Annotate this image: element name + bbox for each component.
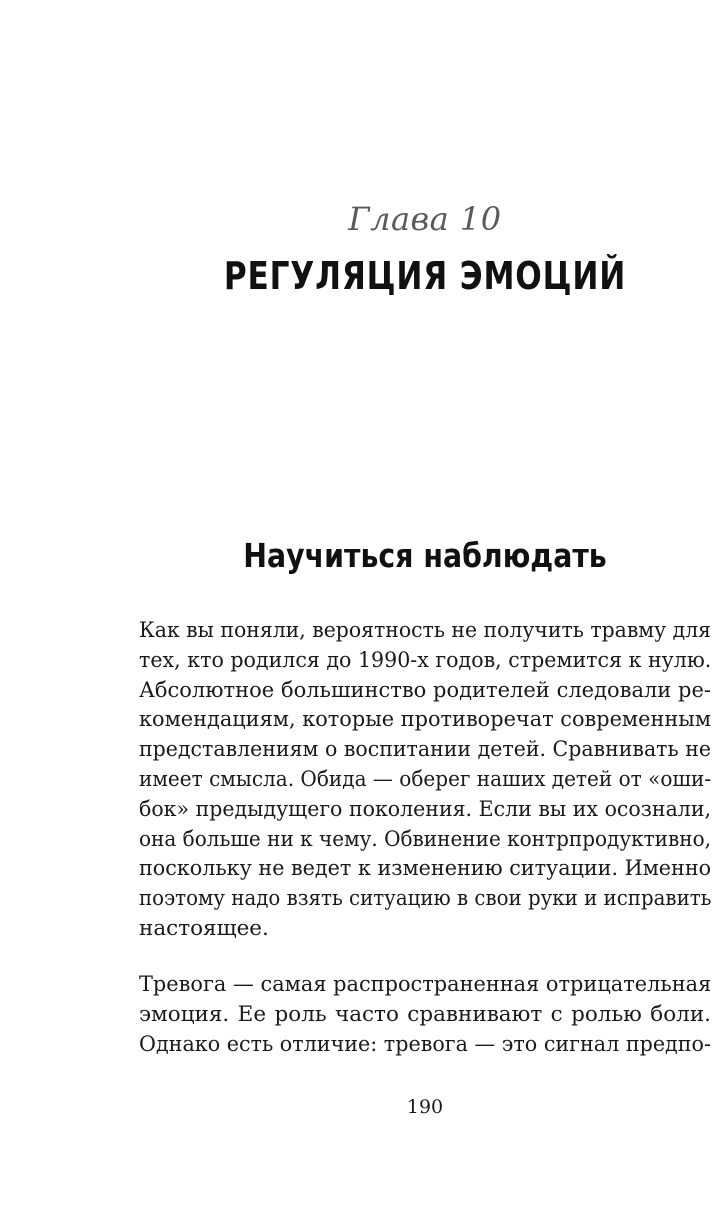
text-line: Тревога — самая распространенная отрицательная	[139, 972, 712, 997]
text-line: Как вы поняли, вероятность не получить травму для	[139, 618, 712, 643]
text-line: поэтому надо взять ситуацию в свои руки и исправить	[139, 886, 712, 912]
text-line: тех, кто родился до 1990-х годов, стремится к нулю.	[139, 647, 712, 673]
text-line: эмоция. Ее роль часто сравнивают с ролью боли.	[139, 1001, 711, 1027]
chapter-label: Глава 10	[348, 200, 502, 238]
text-line: бок» предыдущего поколения. Если вы их осознали,	[139, 796, 711, 822]
text-line: она больше ни к чему. Обвинение контрпродуктивно,	[139, 826, 711, 852]
text-line: имеет смысла. Обида — оберег наших детей от «оши-	[139, 766, 712, 792]
chapter-title: РЕГУЛЯЦИЯ ЭМОЦИЙ	[223, 254, 627, 298]
paragraph-1	[139, 616, 711, 944]
text-line: Однако есть отличие: тревога — это сигнал предпо-	[139, 1031, 711, 1057]
text-line: представлениям о воспитании детей. Сравнивать не	[139, 737, 711, 763]
text-line: комендациям, которые противоречат современным	[139, 707, 712, 733]
page-number: 190	[406, 1096, 444, 1118]
paragraph-2	[139, 970, 711, 1059]
text-line: поскольку не ведет к изменению ситуации. Именно	[139, 856, 712, 882]
text-line: настоящее.	[139, 915, 269, 941]
text-line: Абсолютное большинство родителей следовали ре-	[139, 677, 711, 703]
section-title: Научиться наблюдать	[243, 536, 607, 575]
